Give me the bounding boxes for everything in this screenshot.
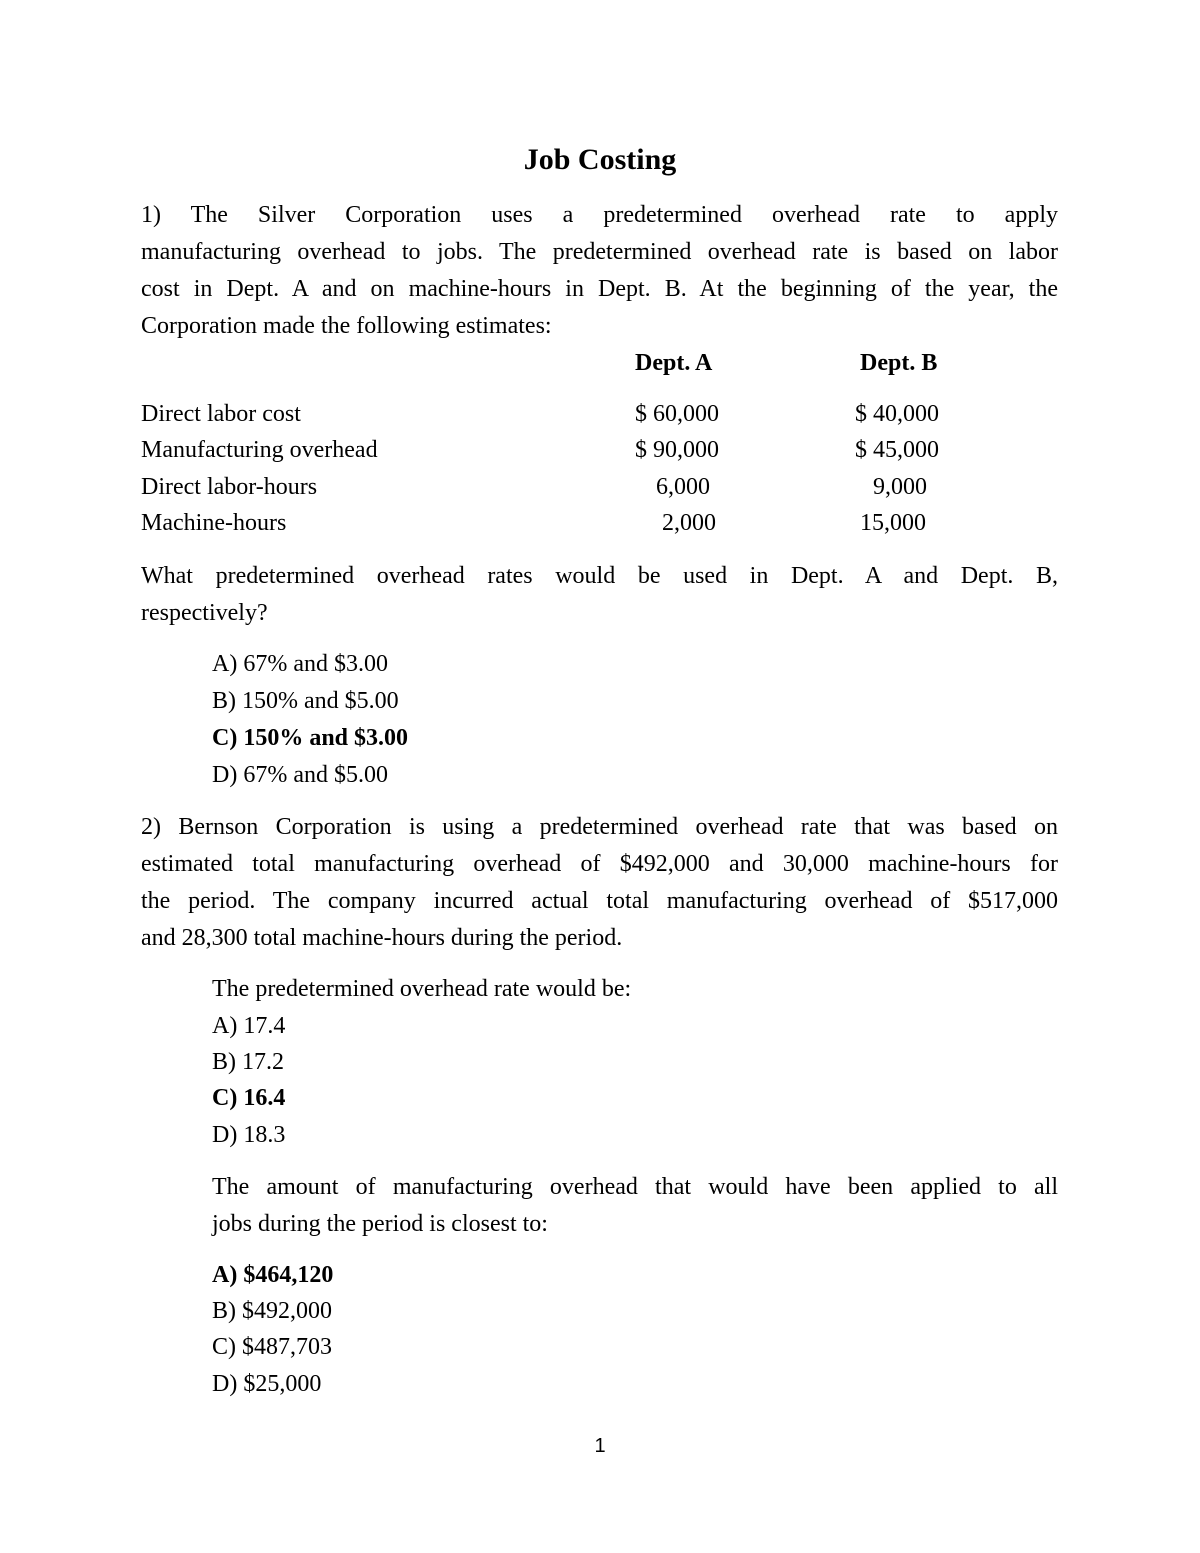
option-b: B) 150% and $5.00: [212, 688, 399, 714]
option-c-correct: C) 16.4: [212, 1085, 286, 1111]
cell-dept-b: 15,000: [860, 510, 926, 536]
q2-text-line: 2) Bernson Corporation is using a predetermined overhead rate that was based on: [141, 814, 1058, 840]
q2-part2-prompt-line: The amount of manufacturing overhead that would have been applied to all: [212, 1174, 1058, 1200]
option-d: D) 67% and $5.00: [212, 762, 388, 788]
cell-dept-a: $ 90,000: [635, 437, 719, 463]
cell-dept-b: 9,000: [873, 474, 927, 500]
row-label: Direct labor cost: [141, 401, 301, 427]
q2-text-line: the period. The company incurred actual total manufacturing overhead of $517,000: [141, 888, 1058, 914]
q1-text-line: cost in Dept. A and on machine-hours in Dept. B. At the beginning of the year, the: [141, 276, 1058, 302]
q2-part2-prompt-line: jobs during the period is closest to:: [212, 1211, 548, 1237]
row-label: Machine-hours: [141, 510, 287, 536]
q1-question-line: respectively?: [141, 600, 268, 626]
cell-dept-a: 6,000: [656, 474, 710, 500]
option-c: C) $487,703: [212, 1334, 332, 1360]
row-label: Manufacturing overhead: [141, 437, 378, 463]
q1-text-line: manufacturing overhead to jobs. The predetermined overhead rate is based on labor: [141, 239, 1058, 265]
option-d: D) 18.3: [212, 1122, 286, 1148]
q2-text-line: and 28,300 total machine-hours during the period.: [141, 925, 623, 951]
option-c-correct: C) 150% and $3.00: [212, 725, 409, 751]
q1-text-line: Corporation made the following estimates:: [141, 313, 552, 339]
q1-text-line: 1) The Silver Corporation uses a predetermined overhead rate to apply: [141, 202, 1058, 228]
cell-dept-b: $ 40,000: [855, 401, 939, 427]
cell-dept-b: $ 45,000: [855, 437, 939, 463]
option-b: B) $492,000: [212, 1298, 332, 1324]
option-a: A) 67% and $3.00: [212, 651, 388, 677]
page-number: 1: [594, 1435, 606, 1457]
cell-dept-a: 2,000: [662, 510, 716, 536]
q2-text-line: estimated total manufacturing overhead of $492,000 and 30,000 machine-hours for: [141, 851, 1058, 877]
row-label: Direct labor-hours: [141, 474, 318, 500]
q2-part1-prompt: The predetermined overhead rate would be:: [212, 976, 632, 1002]
cell-dept-a: $ 60,000: [635, 401, 719, 427]
option-a-correct: A) $464,120: [212, 1262, 334, 1288]
column-header-dept-b: Dept. B: [860, 350, 938, 376]
q1-question-line: What predetermined overhead rates would be used in Dept. A and Dept. B,: [141, 563, 1058, 589]
option-b: B) 17.2: [212, 1049, 284, 1075]
page-title: Job Costing: [523, 143, 677, 176]
column-header-dept-a: Dept. A: [635, 350, 713, 376]
option-d: D) $25,000: [212, 1371, 322, 1397]
option-a: A) 17.4: [212, 1013, 286, 1039]
